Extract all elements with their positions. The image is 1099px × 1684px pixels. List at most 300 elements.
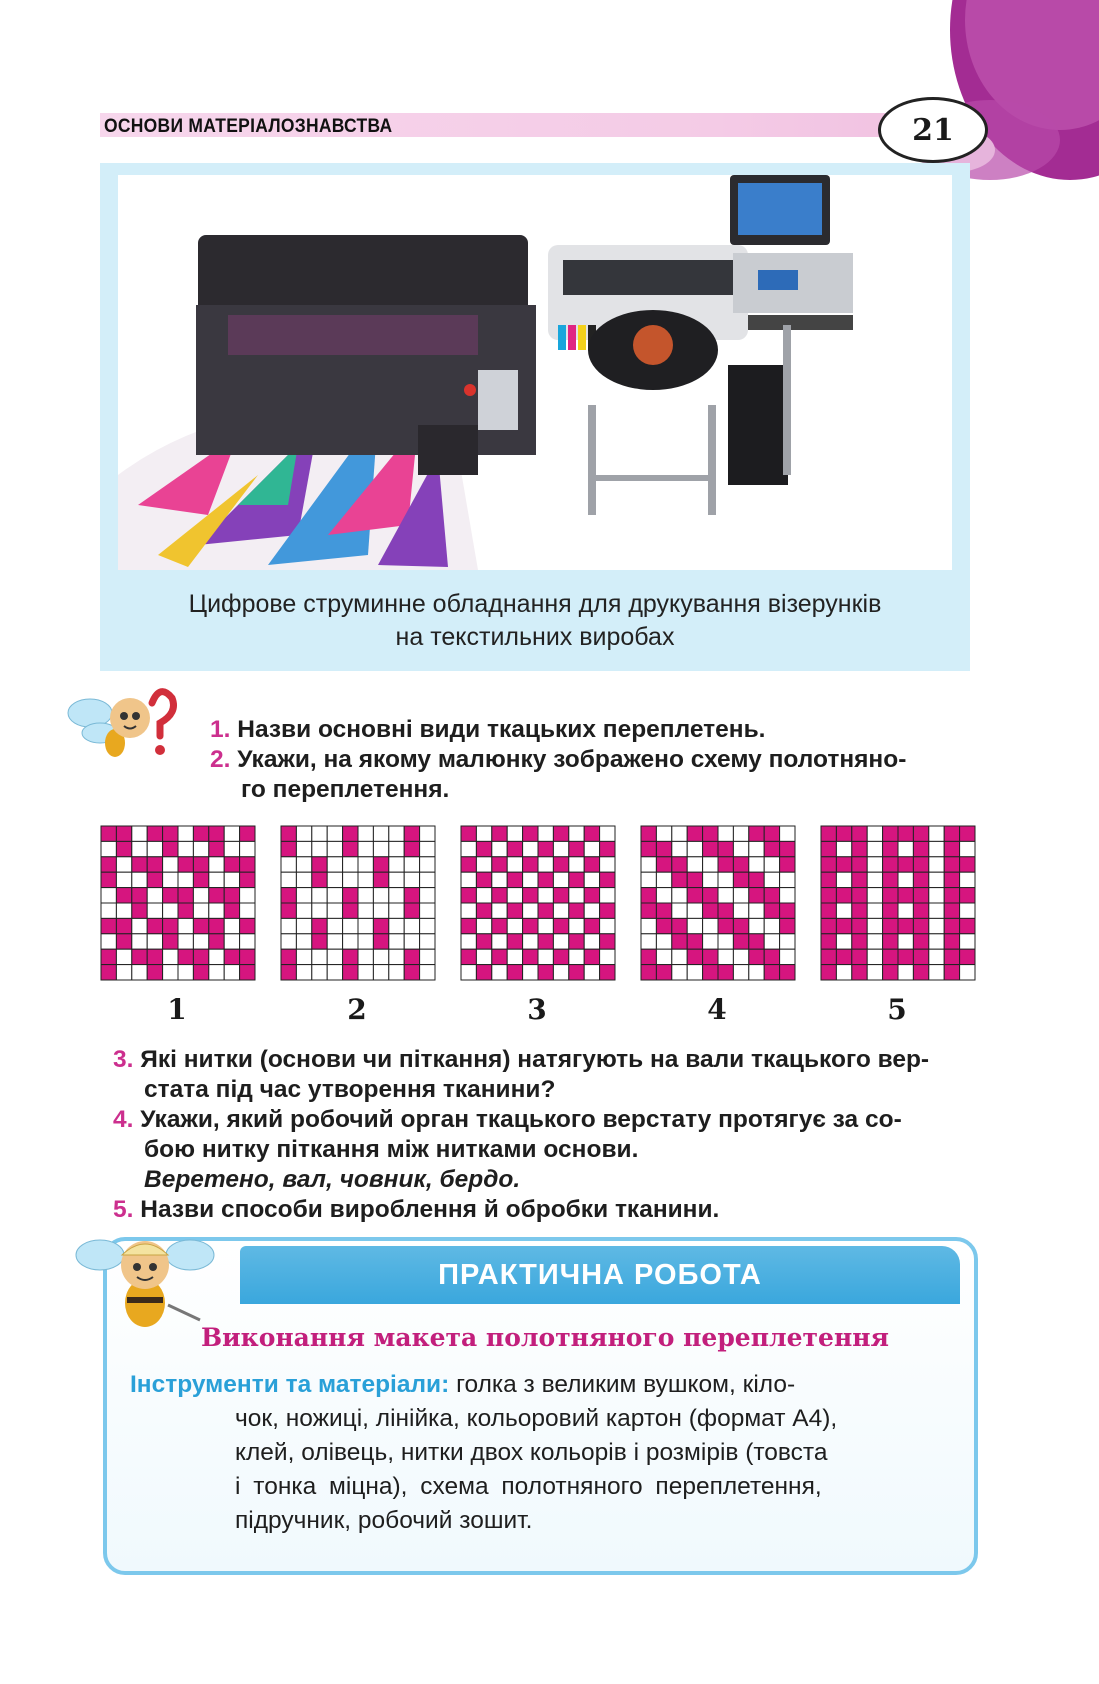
grid-cell: [641, 918, 656, 933]
figure-caption: [110, 588, 960, 654]
grid-cell: [672, 965, 687, 980]
grid-cell: [672, 949, 687, 964]
grid-cell: [101, 949, 116, 964]
grid-cell: [944, 826, 959, 841]
grid-cell: [687, 857, 702, 872]
grid-cell: [821, 965, 836, 980]
grid-cell: [132, 965, 147, 980]
grid-cell: [929, 965, 944, 980]
grid-cell: [600, 918, 615, 933]
grid-cell: [780, 826, 795, 841]
grid-cell: [898, 841, 913, 856]
grid-cell: [343, 826, 358, 841]
grid-cell: [404, 965, 419, 980]
printer-illustration: [118, 175, 952, 570]
grid-cell: [641, 903, 656, 918]
grid-cell: [703, 918, 718, 933]
grid-cell: [913, 965, 928, 980]
grid-cell: [656, 918, 671, 933]
grid-cell: [178, 888, 193, 903]
grid-cell: [553, 826, 568, 841]
grid-cell: [780, 918, 795, 933]
grid-cell: [672, 872, 687, 887]
grid-cell: [343, 888, 358, 903]
grid-cell: [780, 872, 795, 887]
grid-cell: [929, 826, 944, 841]
grid-cell: [764, 841, 779, 856]
grid-cell: [461, 965, 476, 980]
grid-cell: [420, 918, 435, 933]
grid-cell: [960, 903, 975, 918]
grid-cell: [867, 965, 882, 980]
grid-cell: [507, 918, 522, 933]
grid-cell: [883, 857, 898, 872]
grid-cell: [404, 934, 419, 949]
weave-grid-5: [820, 825, 976, 981]
grid-cell: [672, 918, 687, 933]
grid-cell: [492, 934, 507, 949]
grid-cell: [836, 965, 851, 980]
question-4-options: Веретено, вал, човник, бердо.: [144, 1166, 521, 1193]
question-4: [113, 1105, 973, 1135]
grid-cell: [749, 888, 764, 903]
grid-cell: [281, 918, 296, 933]
grid-cell: [749, 934, 764, 949]
grid-cell: [404, 888, 419, 903]
grid-cell: [461, 841, 476, 856]
grid-cell: [733, 918, 748, 933]
grid-cell: [600, 841, 615, 856]
grid-cell: [101, 903, 116, 918]
grid-cell: [209, 826, 224, 841]
grid-cell: [523, 918, 538, 933]
grid-cell: [373, 918, 388, 933]
grid-cell: [898, 888, 913, 903]
question-2-number: 2.: [210, 746, 231, 773]
grid-cell: [209, 857, 224, 872]
grid-cell: [461, 872, 476, 887]
grid-cell: [296, 903, 311, 918]
grid-cell: [178, 841, 193, 856]
grid-cell: [358, 826, 373, 841]
grid-cell: [600, 888, 615, 903]
grid-cell: [672, 841, 687, 856]
grid-cell: [641, 826, 656, 841]
grid-cell: [343, 918, 358, 933]
grid-cell: [852, 857, 867, 872]
grid-cell: [584, 857, 599, 872]
grid-cell: [867, 934, 882, 949]
grid-cell: [116, 826, 131, 841]
grid-cell: [281, 949, 296, 964]
weave-grid-label-4: 4: [707, 993, 727, 1026]
grid-cell: [553, 918, 568, 933]
grid-cell: [209, 949, 224, 964]
grid-cell: [569, 841, 584, 856]
grid-cell: [836, 903, 851, 918]
grid-cell: [224, 841, 239, 856]
grid-cell: [764, 918, 779, 933]
grid-cell: [240, 903, 255, 918]
grid-cell: [913, 872, 928, 887]
grid-cell: [852, 872, 867, 887]
grid-cell: [764, 903, 779, 918]
grid-cell: [600, 965, 615, 980]
grid-cell: [240, 934, 255, 949]
bee-sewing-icon: [70, 1225, 230, 1335]
grid-cell: [553, 841, 568, 856]
grid-cell: [116, 934, 131, 949]
grid-cell: [600, 826, 615, 841]
grid-cell: [373, 934, 388, 949]
grid-cell: [733, 949, 748, 964]
grid-cell: [929, 934, 944, 949]
grid-cell: [492, 888, 507, 903]
grid-cell: [898, 903, 913, 918]
grid-cell: [960, 857, 975, 872]
grid-cell: [193, 841, 208, 856]
grid-cell: [672, 857, 687, 872]
grid-cell: [404, 949, 419, 964]
grid-cell: [764, 949, 779, 964]
grid-cell: [764, 872, 779, 887]
grid-cell: [898, 965, 913, 980]
grid-cell: [281, 888, 296, 903]
grid-cell: [867, 826, 882, 841]
grid-cell: [656, 872, 671, 887]
grid-cell: [687, 965, 702, 980]
grid-cell: [101, 888, 116, 903]
grid-cell: [389, 888, 404, 903]
grid-cell: [703, 888, 718, 903]
grid-cell: [358, 888, 373, 903]
grid-cell: [600, 903, 615, 918]
grid-cell: [733, 965, 748, 980]
grid-cell: [749, 872, 764, 887]
grid-cell: [656, 934, 671, 949]
grid-cell: [821, 949, 836, 964]
question-3-text: Які нитки (основи чи піткання) натягують на вали ткацького вер-: [140, 1046, 930, 1073]
grid-cell: [523, 841, 538, 856]
grid-cell: [147, 826, 162, 841]
grid-cell: [327, 903, 342, 918]
grid-cell: [764, 857, 779, 872]
question-3: [113, 1045, 973, 1075]
grid-cell: [389, 949, 404, 964]
grid-cell: [420, 888, 435, 903]
grid-cell: [733, 857, 748, 872]
grid-cell: [538, 965, 553, 980]
grid-cell: [836, 857, 851, 872]
grid-cell: [492, 965, 507, 980]
grid-cell: [420, 903, 435, 918]
grid-cell: [718, 903, 733, 918]
running-header: ОСНОВИ МАТЕРІАЛОЗНАВСТВА: [104, 116, 393, 137]
grid-cell: [224, 826, 239, 841]
grid-cell: [461, 949, 476, 964]
grid-cell: [240, 888, 255, 903]
grid-cell: [461, 934, 476, 949]
grid-cell: [523, 872, 538, 887]
printer-photo: [118, 175, 952, 570]
grid-cell: [687, 918, 702, 933]
grid-cell: [404, 903, 419, 918]
grid-cell: [492, 841, 507, 856]
grid-cell: [163, 888, 178, 903]
practical-materials: [130, 1368, 945, 1538]
grid-cell: [358, 918, 373, 933]
grid-cell: [913, 826, 928, 841]
grid-cell: [821, 826, 836, 841]
grid-cell: [929, 841, 944, 856]
grid-cell: [147, 857, 162, 872]
grid-cell: [312, 965, 327, 980]
grid-cell: [312, 872, 327, 887]
grid-cell: [600, 857, 615, 872]
grid-cell: [281, 872, 296, 887]
grid-cell: [224, 903, 239, 918]
grid-cell: [780, 857, 795, 872]
grid-cell: [147, 965, 162, 980]
grid-cell: [600, 934, 615, 949]
practical-work-subtitle: Виконання макета полотняного переплетення: [200, 1323, 890, 1352]
materials-line-1: [130, 1368, 945, 1402]
grid-cell: [147, 888, 162, 903]
grid-cell: [116, 857, 131, 872]
grid-cell: [852, 903, 867, 918]
grid-cell: [420, 872, 435, 887]
grid-cell: [420, 965, 435, 980]
grid-cell: [492, 857, 507, 872]
grid-cell: [883, 888, 898, 903]
grid-cell: [240, 918, 255, 933]
grid-cell: [224, 918, 239, 933]
grid-cell: [492, 918, 507, 933]
grid-cell: [343, 934, 358, 949]
grid-cell: [224, 872, 239, 887]
grid-cell: [343, 903, 358, 918]
grid-cell: [553, 903, 568, 918]
grid-cell: [389, 841, 404, 856]
questions-bottom: [113, 1045, 973, 1225]
grid-cell: [163, 872, 178, 887]
grid-cell: [492, 903, 507, 918]
grid-cell: [553, 949, 568, 964]
grid-cell: [944, 965, 959, 980]
question-2: [210, 745, 970, 775]
grid-cell: [507, 841, 522, 856]
grid-cell: [327, 965, 342, 980]
grid-cell: [116, 888, 131, 903]
grid-cell: [240, 826, 255, 841]
grid-cell: [883, 872, 898, 887]
grid-cell: [569, 872, 584, 887]
grid-cell: [898, 872, 913, 887]
grid-cell: [718, 857, 733, 872]
grid-cell: [492, 949, 507, 964]
grid-cell: [281, 903, 296, 918]
grid-cell: [960, 949, 975, 964]
question-4-text: Укажи, який робочий орган ткацького верстату протягує за со-: [140, 1106, 902, 1133]
grid-cell: [960, 918, 975, 933]
weave-grid-label-2: 2: [347, 993, 367, 1026]
grid-cell: [281, 841, 296, 856]
grid-cell: [913, 841, 928, 856]
grid-cell: [749, 903, 764, 918]
grid-cell: [132, 841, 147, 856]
grid-cell: [718, 872, 733, 887]
grid-cell: [718, 826, 733, 841]
grid-cell: [703, 857, 718, 872]
grid-cell: [703, 826, 718, 841]
grid-cell: [538, 949, 553, 964]
grid-cell: [898, 826, 913, 841]
grid-cell: [538, 918, 553, 933]
grid-cell: [821, 903, 836, 918]
grid-cell: [327, 888, 342, 903]
grid-cell: [538, 888, 553, 903]
grid-cell: [404, 918, 419, 933]
question-2-text: Укажи, на якому малюнку зображено схему полотняно-: [237, 746, 907, 773]
grid-cell: [461, 918, 476, 933]
grid-cell: [780, 841, 795, 856]
grid-cell: [913, 918, 928, 933]
grid-cell: [867, 949, 882, 964]
weave-grid-4: [640, 825, 796, 981]
grid-cell: [718, 934, 733, 949]
grid-cell: [703, 949, 718, 964]
grid-cell: [389, 918, 404, 933]
grid-cell: [132, 949, 147, 964]
grid-cell: [240, 857, 255, 872]
grid-cell: [389, 965, 404, 980]
grid-cell: [507, 872, 522, 887]
grid-cell: [749, 965, 764, 980]
grid-cell: [523, 949, 538, 964]
grid-cell: [656, 857, 671, 872]
grid-cell: [296, 841, 311, 856]
grid-cell: [913, 903, 928, 918]
grid-cell: [718, 888, 733, 903]
grid-cell: [883, 826, 898, 841]
grid-cell: [327, 949, 342, 964]
grid-cell: [476, 934, 491, 949]
grid-cell: [178, 949, 193, 964]
grid-cell: [821, 918, 836, 933]
grid-cell: [944, 841, 959, 856]
materials-line-4: і тонка міцна), схема полотняного переплетення,: [235, 1473, 822, 1500]
grid-cell: [836, 918, 851, 933]
grid-cell: [101, 918, 116, 933]
grid-cell: [672, 903, 687, 918]
grid-cell: [209, 888, 224, 903]
grid-cell: [780, 888, 795, 903]
grid-cell: [584, 934, 599, 949]
grid-cell: [584, 872, 599, 887]
grid-cell: [358, 949, 373, 964]
grid-cell: [852, 841, 867, 856]
grid-cell: [960, 965, 975, 980]
grid-cell: [944, 918, 959, 933]
grid-cell: [733, 872, 748, 887]
grid-cell: [507, 965, 522, 980]
grid-cell: [929, 918, 944, 933]
question-3-continuation: стата під час утворення тканини?: [144, 1076, 556, 1103]
grid-cell: [132, 826, 147, 841]
grid-cell: [163, 841, 178, 856]
grid-cell: [163, 965, 178, 980]
grid-cell: [240, 965, 255, 980]
grid-cell: [584, 903, 599, 918]
grid-cell: [296, 857, 311, 872]
grid-cell: [672, 826, 687, 841]
grid-cell: [178, 918, 193, 933]
grid-cell: [373, 965, 388, 980]
grid-cell: [240, 841, 255, 856]
page-number: 21: [878, 97, 988, 163]
question-5-number: 5.: [113, 1196, 134, 1223]
grid-cell: [178, 872, 193, 887]
grid-cell: [193, 857, 208, 872]
grid-cell: [553, 934, 568, 949]
grid-cell: [960, 934, 975, 949]
grid-cell: [209, 872, 224, 887]
grid-cell: [476, 841, 491, 856]
materials-line-3: клей, олівець, нитки двох кольорів і розмірів (товста: [235, 1439, 828, 1466]
grid-cell: [703, 872, 718, 887]
grid-cell: [852, 934, 867, 949]
grid-cell: [553, 965, 568, 980]
grid-cell: [656, 826, 671, 841]
grid-cell: [240, 872, 255, 887]
grid-cell: [883, 903, 898, 918]
grid-cell: [687, 934, 702, 949]
grid-cell: [209, 903, 224, 918]
grid-cell: [163, 857, 178, 872]
grid-cell: [358, 857, 373, 872]
weave-grid-3: [460, 825, 616, 981]
grid-cell: [358, 934, 373, 949]
caption-line-2: на текстильних виробах: [395, 623, 675, 651]
grid-cell: [147, 918, 162, 933]
grid-cell: [523, 903, 538, 918]
grid-cell: [101, 934, 116, 949]
grid-cell: [569, 934, 584, 949]
grid-cell: [507, 934, 522, 949]
grid-cell: [358, 903, 373, 918]
grid-cell: [312, 841, 327, 856]
grid-cell: [852, 918, 867, 933]
grid-cell: [641, 949, 656, 964]
grid-cell: [116, 872, 131, 887]
grid-cell: [312, 903, 327, 918]
grid-cell: [867, 888, 882, 903]
grid-cell: [296, 872, 311, 887]
grid-cell: [641, 965, 656, 980]
grid-cell: [867, 841, 882, 856]
weave-grid-label-3: 3: [527, 993, 547, 1026]
grid-cell: [867, 857, 882, 872]
grid-cell: [358, 841, 373, 856]
grid-cell: [656, 965, 671, 980]
grid-cell: [461, 857, 476, 872]
question-3-number: 3.: [113, 1046, 134, 1073]
grid-cell: [538, 841, 553, 856]
grid-cell: [327, 826, 342, 841]
grid-cell: [913, 934, 928, 949]
grid-cell: [641, 934, 656, 949]
grid-cell: [852, 949, 867, 964]
